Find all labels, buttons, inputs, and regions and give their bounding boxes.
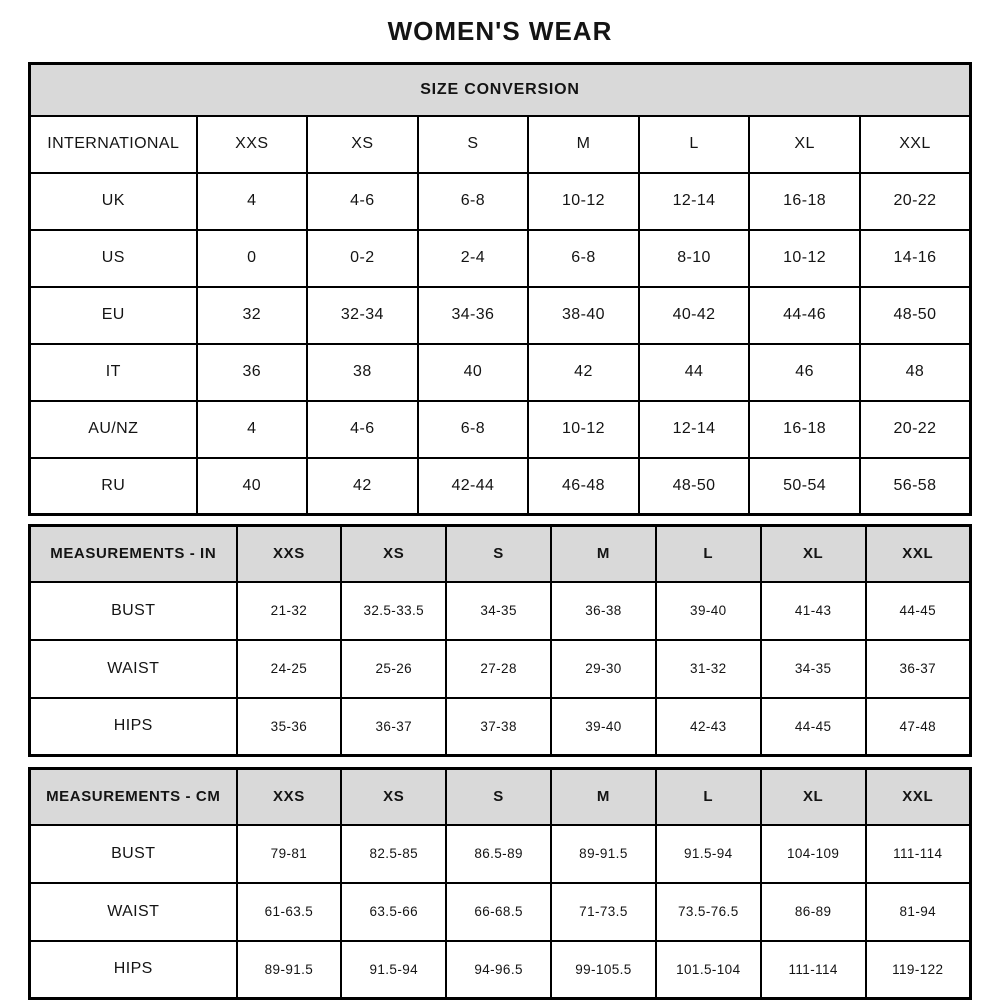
row-label: EU [30, 287, 197, 344]
row-label: BUST [30, 825, 237, 883]
cell: 6-8 [528, 230, 639, 287]
header-cell: XXL [866, 526, 971, 582]
cell: 91.5-94 [341, 941, 446, 999]
cell: 81-94 [866, 883, 971, 941]
cell: 111-114 [761, 941, 866, 999]
cell: 42 [528, 344, 639, 401]
cell: 38-40 [528, 287, 639, 344]
header-cell: S [446, 526, 551, 582]
cell: 86.5-89 [446, 825, 551, 883]
cell: 48-50 [860, 287, 971, 344]
cell: 4-6 [307, 173, 418, 230]
table-gap [28, 516, 972, 524]
row-label: WAIST [30, 883, 237, 941]
cell: 20-22 [860, 173, 971, 230]
header-cell: XL [761, 769, 866, 825]
header-cell: M [551, 526, 656, 582]
cell: 61-63.5 [237, 883, 342, 941]
cell: 46 [749, 344, 860, 401]
cell: 25-26 [341, 640, 446, 698]
table-row [30, 458, 971, 515]
header-cell: XXS [197, 116, 308, 173]
cell: 34-35 [446, 582, 551, 640]
header-cell: XL [749, 116, 860, 173]
cell: 63.5-66 [341, 883, 446, 941]
cell: 0-2 [307, 230, 418, 287]
table-row [30, 287, 971, 344]
cell: 44-45 [866, 582, 971, 640]
table-row [30, 582, 971, 640]
header-cell: XXL [866, 769, 971, 825]
cell: 40-42 [639, 287, 750, 344]
header-cell: M [528, 116, 639, 173]
row-label: HIPS [30, 698, 237, 756]
cell: 37-38 [446, 698, 551, 756]
cell: 4 [197, 173, 308, 230]
cell: 32 [197, 287, 308, 344]
header-cell: M [551, 769, 656, 825]
header-cell: XXS [237, 769, 342, 825]
cell: 44 [639, 344, 750, 401]
cell: 89-91.5 [237, 941, 342, 999]
cell: 46-48 [528, 458, 639, 515]
cell: 8-10 [639, 230, 750, 287]
cell: 44-45 [761, 698, 866, 756]
cell: 56-58 [860, 458, 971, 515]
cell: 10-12 [528, 401, 639, 458]
cell: 34-36 [418, 287, 529, 344]
cell: 4 [197, 401, 308, 458]
cell: 12-14 [639, 401, 750, 458]
header-cell: L [656, 526, 761, 582]
header-cell: XXS [237, 526, 342, 582]
cell: 29-30 [551, 640, 656, 698]
table-row [30, 173, 971, 230]
cell: 104-109 [761, 825, 866, 883]
cell: 36-38 [551, 582, 656, 640]
cell: 91.5-94 [656, 825, 761, 883]
page-title: WOMEN'S WEAR [387, 16, 613, 46]
cell: 21-32 [237, 582, 342, 640]
cell: 42-43 [656, 698, 761, 756]
measurements-cm-table [28, 767, 972, 1000]
cell: 48 [860, 344, 971, 401]
cell: 44-46 [749, 287, 860, 344]
cell: 71-73.5 [551, 883, 656, 941]
cell: 20-22 [860, 401, 971, 458]
table-gap [28, 757, 972, 767]
cell: 38 [307, 344, 418, 401]
size-conversion-table [28, 62, 972, 516]
cell: 42-44 [418, 458, 529, 515]
cell: 0 [197, 230, 308, 287]
header-cell: XL [761, 526, 866, 582]
table-row [30, 825, 971, 883]
cell: 42 [307, 458, 418, 515]
cell: 66-68.5 [446, 883, 551, 941]
cell: 48-50 [639, 458, 750, 515]
cell: 40 [197, 458, 308, 515]
cell: 34-35 [761, 640, 866, 698]
row-label: UK [30, 173, 197, 230]
cell: 35-36 [237, 698, 342, 756]
cell: 39-40 [656, 582, 761, 640]
cell: 111-114 [866, 825, 971, 883]
table-title-row [30, 64, 971, 116]
cell: 14-16 [860, 230, 971, 287]
cell: 6-8 [418, 401, 529, 458]
row-label: WAIST [30, 640, 237, 698]
header-cell: XS [341, 526, 446, 582]
cell: 16-18 [749, 401, 860, 458]
cell: 12-14 [639, 173, 750, 230]
cell: 4-6 [307, 401, 418, 458]
cell: 31-32 [656, 640, 761, 698]
cell: 10-12 [528, 173, 639, 230]
table-row [30, 941, 971, 999]
table-row [30, 640, 971, 698]
row-label: RU [30, 458, 197, 515]
cell: 36 [197, 344, 308, 401]
table-row [30, 883, 971, 941]
cell: 36-37 [341, 698, 446, 756]
header-cell: XXL [860, 116, 971, 173]
cell: 36-37 [866, 640, 971, 698]
table-row [30, 698, 971, 756]
cell: 86-89 [761, 883, 866, 941]
cell: 50-54 [749, 458, 860, 515]
table-header-row [30, 526, 971, 582]
cell: 79-81 [237, 825, 342, 883]
cell: 41-43 [761, 582, 866, 640]
table-row [30, 344, 971, 401]
row-label: AU/NZ [30, 401, 197, 458]
cell: 6-8 [418, 173, 529, 230]
cell: 32.5-33.5 [341, 582, 446, 640]
cell: 89-91.5 [551, 825, 656, 883]
header-cell: S [418, 116, 529, 173]
header-cell: L [639, 116, 750, 173]
table-row [30, 401, 971, 458]
cell: 2-4 [418, 230, 529, 287]
header-cell: S [446, 769, 551, 825]
cell: 82.5-85 [341, 825, 446, 883]
cell: 24-25 [237, 640, 342, 698]
cell: 94-96.5 [446, 941, 551, 999]
table-header-row [30, 769, 971, 825]
cell: 99-105.5 [551, 941, 656, 999]
header-cell: XS [341, 769, 446, 825]
header-cell: INTERNATIONAL [30, 116, 197, 173]
table-row [30, 230, 971, 287]
header-cell: XS [307, 116, 418, 173]
cell: 10-12 [749, 230, 860, 287]
cell: 16-18 [749, 173, 860, 230]
cell: 40 [418, 344, 529, 401]
row-label: IT [30, 344, 197, 401]
measurements-in-table [28, 524, 972, 757]
cell: 39-40 [551, 698, 656, 756]
cell: 119-122 [866, 941, 971, 999]
cell: 101.5-104 [656, 941, 761, 999]
cell: 32-34 [307, 287, 418, 344]
cell: 73.5-76.5 [656, 883, 761, 941]
table-title: SIZE CONVERSION [30, 64, 971, 116]
cell: 47-48 [866, 698, 971, 756]
row-label: HIPS [30, 941, 237, 999]
header-cell: L [656, 769, 761, 825]
header-cell: MEASUREMENTS - CM [30, 769, 237, 825]
table-header-row [30, 116, 971, 173]
header-cell: MEASUREMENTS - IN [30, 526, 237, 582]
row-label: US [30, 230, 197, 287]
cell: 27-28 [446, 640, 551, 698]
row-label: BUST [30, 582, 237, 640]
